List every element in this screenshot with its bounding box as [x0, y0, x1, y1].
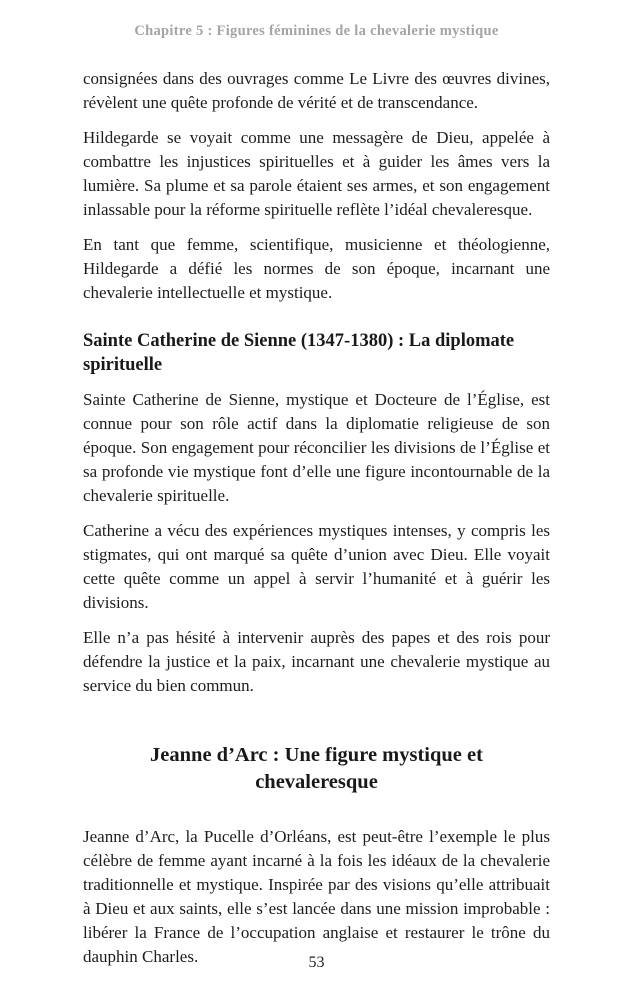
page-body: [83, 67, 550, 969]
paragraph: Jeanne d’Arc, la Pucelle d’Orléans, est peut-être l’exemple le plus célèbre de femme ayant incarné à la fois les idéaux de la chevalerie traditionnelle et mystique. Inspirée par des visions qu’elle attribuait à Dieu et aux saints, elle s’est lancée dans une mission improbable : libérer la France de l’occupation anglaise et restaurer le trône du dauphin Charles.: [83, 827, 550, 966]
page-number: 53: [308, 954, 325, 971]
section-heading-jeanne-darc: Jeanne d’Arc : Une figure mystique et chevaleresque: [150, 744, 483, 793]
section-heading-catherine: Sainte Catherine de Sienne (1347-1380) : La diplomate spirituelle: [83, 331, 515, 375]
paragraph: Catherine a vécu des expériences mystiques intenses, y compris les stigmates, qui ont marqué sa quête d’union avec Dieu. Elle voyait cette quête comme un appel à servir l’humanité et à guérir les divisions.: [83, 521, 550, 612]
paragraph: En tant que femme, scientifique, musicienne et théologienne, Hildegarde a défié les normes de son époque, incarnant une chevalerie intellectuelle et mystique.: [83, 235, 550, 302]
paragraph: Elle n’a pas hésité à intervenir auprès des papes et des rois pour défendre la justice et la paix, incarnant une chevalerie mystique au service du bien commun.: [83, 628, 550, 695]
paragraph: consignées dans des ouvrages comme Le Livre des œuvres divines, révèlent une quête profonde de vérité et de transcendance.: [83, 69, 550, 112]
paragraph: Sainte Catherine de Sienne, mystique et Docteure de l’Église, est connue pour son rôle actif dans la diplomatie religieuse de son époque. Son engagement pour réconcilier les divisions de l’Église et sa profonde vie mystique font d’elle une figure incontournable de la chevalerie spirituelle.: [83, 390, 550, 505]
paragraph: Hildegarde se voyait comme une messagère de Dieu, appelée à combattre les injustices spirituelles et à guider les âmes vers la lumière. Sa plume et sa parole étaient ses armes, et son engagement inlassable pour la réforme spirituelle reflète l’idéal chevaleresque.: [83, 128, 550, 219]
running-header: Chapitre 5 : Figures féminines de la chevalerie mystique: [134, 23, 499, 39]
